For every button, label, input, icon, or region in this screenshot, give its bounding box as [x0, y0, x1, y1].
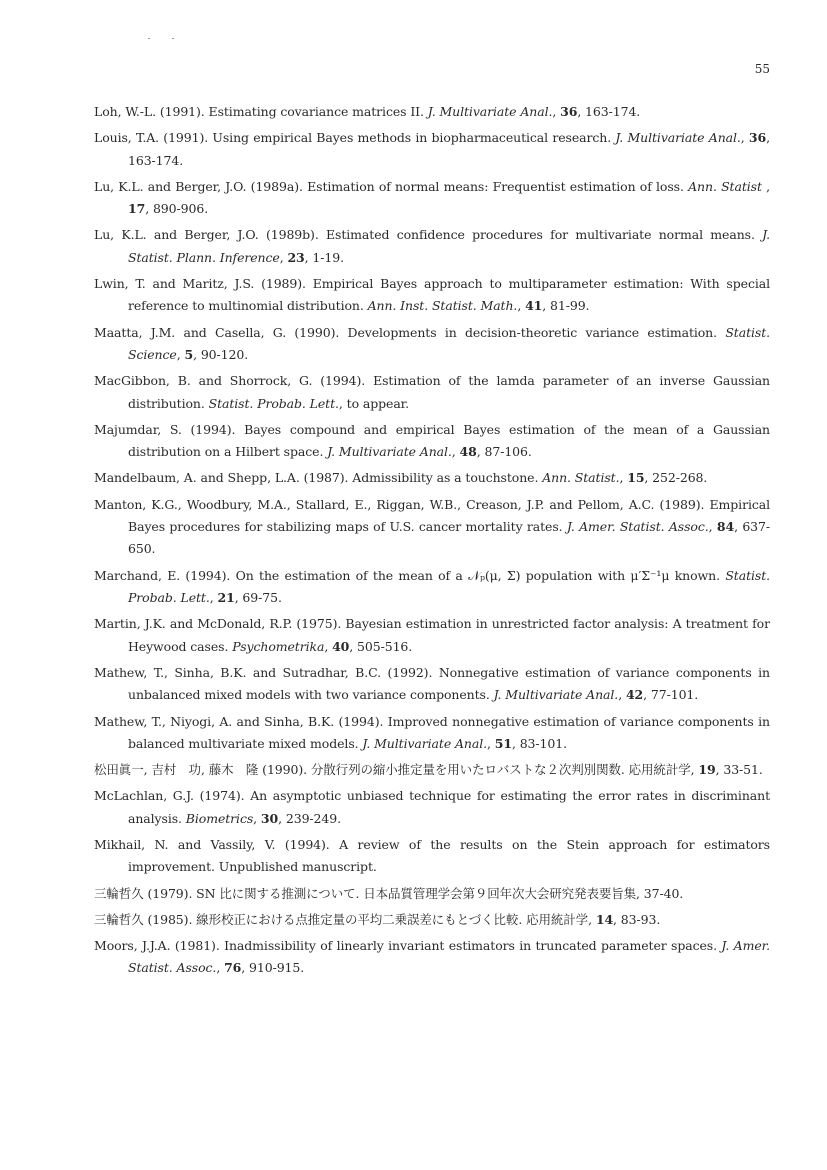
volume-number: 36: [560, 104, 578, 119]
volume-number: 23: [287, 249, 305, 265]
pages: , 239-249.: [278, 810, 341, 826]
reference-text: Moors, J.J.A. (1981). Inadmissibility of linearly invariant estimators in truncated parameter spaces.: [94, 937, 722, 953]
reference-entry: [94, 909, 770, 931]
separator: ,: [451, 444, 460, 460]
separator: ,: [338, 395, 347, 411]
pages: , 163-174.: [577, 104, 641, 119]
pages: , 252-268.: [644, 470, 708, 486]
reference-text: Marchand, E. (1994). On the estimation of the mean of a 𝒩ₚ(μ, Σ) population with μ′Σ⁻¹μ known.: [94, 567, 726, 583]
pages: , 87-106.: [476, 444, 532, 460]
reference-text: 三輪哲久 (1985). 線形校正における点推定量の平均二乗誤差にもとづく比較. 応用統計学: [94, 911, 589, 927]
separator: ,: [588, 911, 596, 927]
pages: , 637-650.: [128, 519, 770, 557]
reference-text: 三輪哲久 (1979). SN 比に関する推測について. 日本品質管理学会第９回年次大会研究発表要旨集, 37-40.: [94, 885, 684, 901]
pages: , 69-75.: [234, 590, 282, 606]
pages: , 1-19.: [304, 249, 344, 265]
reference-entry: [94, 467, 770, 489]
journal-name: J. Multivariate Anal.: [427, 104, 553, 119]
separator: ,: [552, 104, 561, 119]
reference-entry: [94, 613, 770, 658]
reference-text: Mathew, T., Niyogi, A. and Sinha, B.K. (1994). Improved nonnegative estimation of variance components in balanced multivariate mixed models.: [94, 713, 770, 751]
reference-entry: [94, 176, 770, 221]
reference-entry: [94, 127, 770, 172]
pages: , 33-51.: [715, 762, 763, 778]
separator: ,: [324, 638, 333, 654]
pages: , 90-120.: [193, 347, 249, 363]
pages: , 83-101.: [511, 735, 567, 751]
separator: ,: [690, 762, 699, 778]
pages: , 81-99.: [542, 298, 590, 314]
reference-text: Lu, K.L. and Berger, J.O. (1989b). Estimated confidence procedures for multivariate normal means.: [94, 227, 763, 243]
volume-number: 36: [748, 130, 767, 146]
volume-number: 40: [332, 638, 350, 654]
reference-entry: [94, 224, 770, 269]
pages: to appear.: [346, 395, 410, 411]
reference-entry: [94, 494, 770, 561]
pages: , 505-516.: [349, 638, 413, 654]
separator: ,: [619, 470, 628, 486]
scan-speck: [172, 38, 174, 39]
volume-number: 17: [128, 201, 146, 217]
journal-name: J. Amer. Statist. Assoc.: [566, 519, 709, 535]
reference-text: MacGibbon, B. and Shorrock, G. (1994). Estimation of the lamda parameter of an inverse Gaussian distribution.: [94, 373, 770, 411]
journal-name: Statist. Science: [128, 324, 770, 363]
reference-text: Loh, W.-L. (1991). Estimating covariance matrices II.: [94, 104, 428, 119]
pages: , 163-174.: [128, 130, 770, 168]
reference-entry: [94, 883, 770, 905]
separator: ,: [253, 810, 261, 826]
journal-name: Ann. Statist.: [542, 470, 620, 486]
separator: ,: [176, 347, 185, 363]
volume-number: 76: [224, 960, 242, 976]
volume-number: 5: [184, 347, 194, 363]
reference-entry: [94, 419, 770, 464]
reference-text: McLachlan, G.J. (1974). An asymptotic unbiased technique for estimating the error rates in discriminant analysis.: [94, 788, 770, 826]
separator: ,: [487, 735, 495, 751]
journal-name: Statist. Probab. Lett.: [208, 395, 339, 411]
reference-entry: [94, 711, 770, 756]
volume-number: 48: [459, 444, 477, 460]
volume-number: 21: [217, 590, 235, 606]
pages: , 83-93.: [613, 911, 661, 927]
journal-name: J. Multivariate Anal.: [615, 130, 741, 146]
scan-speck: [148, 38, 150, 39]
journal-name: J. Statist. Plann. Inference: [128, 227, 770, 265]
reference-list: [94, 101, 770, 984]
pages: , 890-906.: [145, 201, 209, 217]
separator: ,: [618, 687, 626, 703]
pages: , 910-915.: [241, 960, 305, 976]
separator: ,: [761, 178, 771, 194]
reference-text: Louis, T.A. (1991). Using empirical Bayes methods in biopharmaceutical research.: [94, 130, 616, 146]
pages: , 77-101.: [643, 687, 699, 703]
reference-text: Lu, K.L. and Berger, J.O. (1989a). Estimation of normal means: Frequentist estimation of loss.: [94, 178, 689, 194]
journal-name: Ann. Statist: [688, 178, 762, 194]
reference-entry: [94, 370, 770, 415]
reference-entry: [94, 834, 770, 879]
journal-name: J. Multivariate Anal.: [327, 444, 452, 460]
volume-number: 84: [716, 519, 735, 535]
separator: ,: [517, 298, 526, 314]
volume-number: 51: [494, 735, 512, 751]
separator: ,: [740, 130, 749, 146]
volume-number: 41: [525, 298, 543, 314]
reference-entry: [94, 662, 770, 707]
volume-number: 42: [625, 687, 644, 703]
separator: ,: [216, 960, 225, 976]
reference-text: Manton, K.G., Woodbury, M.A., Stallard, E., Riggan, W.B., Creason, J.P. and Pellom, A.C. (1989). Empirical Bayes procedures for stabilizing maps of U.S. cancer mortality rates.: [94, 496, 770, 535]
volume-number: 30: [260, 810, 279, 826]
reference-entry: [94, 935, 770, 980]
reference-entry: [94, 785, 770, 830]
journal-name: Psychometrika: [232, 638, 325, 654]
page-number: 55: [754, 62, 770, 76]
reference-entry: [94, 101, 770, 123]
volume-number: 15: [627, 470, 645, 486]
journal-name: Statist. Probab. Lett.: [128, 567, 770, 606]
journal-name: J. Multivariate Anal.: [362, 735, 487, 751]
separator: ,: [279, 249, 288, 265]
reference-text: Maatta, J.M. and Casella, G. (1990). Developments in decision-theoretic variance estimation.: [94, 324, 726, 340]
journal-name: J. Multivariate Anal.: [493, 687, 619, 703]
journal-name: Biometrics: [185, 810, 254, 826]
reference-entry: [94, 759, 770, 781]
journal-name: Ann. Inst. Statist. Math.: [367, 298, 518, 314]
journal-name: J. Amer. Statist. Assoc.: [128, 937, 770, 976]
separator: ,: [708, 519, 717, 535]
reference-text: Mikhail, N. and Vassily, V. (1994). A review of the results on the Stein approach for estimators improvement. Unpublished manuscript.: [94, 836, 770, 875]
separator: ,: [209, 590, 218, 606]
reference-text: Martin, J.K. and McDonald, R.P. (1975). Bayesian estimation in unrestricted factor analysis: A treatment for Heywood cases.: [94, 616, 770, 654]
volume-number: 14: [595, 911, 614, 927]
volume-number: 19: [698, 762, 716, 778]
reference-text: 松田眞一, 吉村 功, 藤木 隆 (1990). 分散行列の縮小推定量を用いたロバストな２次判別関数. 応用統計学: [94, 762, 691, 778]
reference-entry: [94, 565, 770, 610]
reference-entry: [94, 273, 770, 318]
reference-text: Mathew, T., Sinha, B.K. and Sutradhar, B.C. (1992). Nonnegative estimation of variance components in unbalanced mixed models with two variance components.: [94, 664, 770, 703]
reference-entry: [94, 322, 770, 367]
reference-text: Majumdar, S. (1994). Bayes compound and empirical Bayes estimation of the mean of a Gaussian distribution on a Hilbert space.: [94, 421, 770, 460]
reference-text: Mandelbaum, A. and Shepp, L.A. (1987). Admissibility as a touchstone.: [94, 470, 543, 486]
reference-text: Lwin, T. and Maritz, J.S. (1989). Empirical Bayes approach to multiparameter estimation: With special reference to multinomial distribution.: [94, 276, 770, 314]
